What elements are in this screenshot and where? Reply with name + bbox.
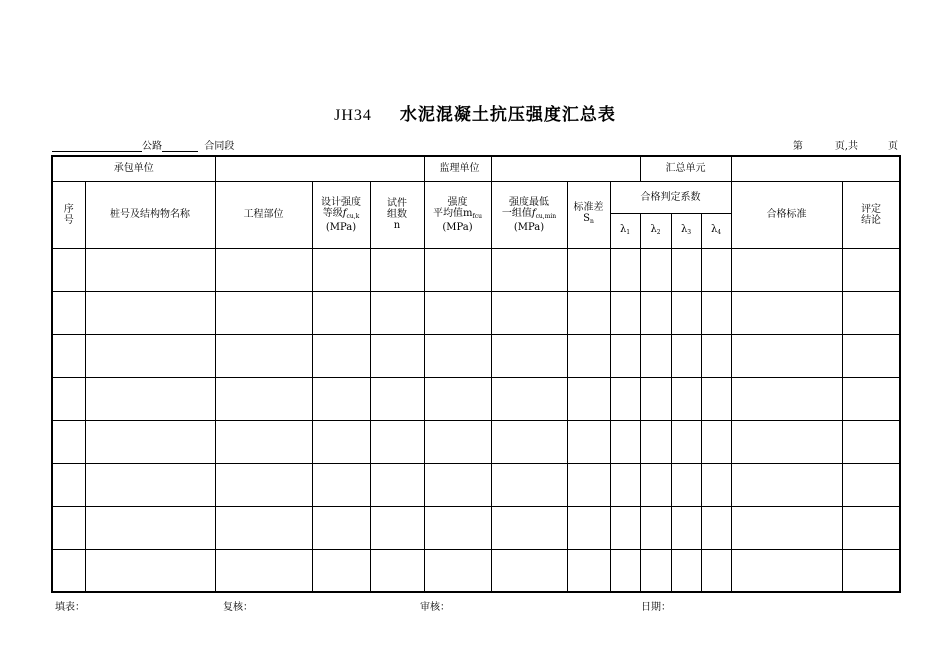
table-cell[interactable] [370,463,424,506]
table-cell[interactable] [610,420,640,463]
table-cell[interactable] [842,420,900,463]
page-mid: 页,共 [834,141,858,152]
table-cell[interactable] [842,549,900,592]
table-cell[interactable] [370,549,424,592]
table-row [52,291,900,334]
supervisor-label: 监理单位 [424,156,491,181]
header-mean: 强度 平均值$m_{fcu}$ (MPa) [424,181,491,248]
table-cell[interactable] [312,420,370,463]
table-cell[interactable] [640,248,671,291]
table-cell[interactable] [610,377,640,420]
page-suffix: 页 [888,141,898,152]
contract-label: 合同段 [204,141,235,152]
table-cell[interactable] [842,463,900,506]
table-cell[interactable] [731,506,842,549]
supervisor-value[interactable] [491,156,640,181]
contractor-value[interactable] [215,156,424,181]
table-cell[interactable] [640,549,671,592]
table-cell[interactable] [640,334,671,377]
road-blank[interactable] [52,141,142,152]
contractor-label: 承包单位 [52,156,215,181]
table-cell[interactable] [215,549,312,592]
table-cell[interactable] [842,377,900,420]
table-cell[interactable] [215,506,312,549]
table-cell[interactable] [842,248,900,291]
auditor-label: 审核： [420,602,450,613]
table-cell[interactable] [731,463,842,506]
table-cell[interactable] [424,334,491,377]
table-cell[interactable] [731,291,842,334]
table-cell[interactable] [424,291,491,334]
data-rows [52,248,900,592]
table-cell[interactable] [640,291,671,334]
table-cell[interactable] [701,377,731,420]
header-lambda-3: $\lambda_3$ [671,213,701,248]
table-cell[interactable] [215,463,312,506]
table-cell[interactable] [731,377,842,420]
table-cell[interactable] [701,291,731,334]
form-subheader [52,137,898,151]
table-cell[interactable] [491,420,567,463]
contract-blank[interactable] [162,141,198,152]
table-cell[interactable] [312,334,370,377]
table-cell[interactable] [491,334,567,377]
table-cell[interactable] [215,248,312,291]
table-cell[interactable] [610,506,640,549]
table-row [52,420,900,463]
filler-label: 填表： [55,602,85,613]
table-cell[interactable] [491,506,567,549]
header-lambda-4: $\lambda_4$ [701,213,731,248]
table-cell[interactable] [731,549,842,592]
table-cell[interactable] [424,420,491,463]
table-cell[interactable] [671,248,701,291]
table-cell[interactable] [85,377,215,420]
table-cell[interactable] [842,506,900,549]
table-cell[interactable] [610,463,640,506]
table-cell[interactable] [491,377,567,420]
table-cell[interactable] [370,506,424,549]
table-cell[interactable] [731,334,842,377]
table-cell[interactable] [85,334,215,377]
table-cell[interactable] [424,377,491,420]
table-cell[interactable] [701,420,731,463]
table-cell[interactable] [671,334,701,377]
table-cell[interactable] [671,506,701,549]
table-cell[interactable] [491,248,567,291]
table-cell[interactable] [567,549,610,592]
table-row [52,463,900,506]
table-cell[interactable] [312,506,370,549]
table-cell[interactable] [701,463,731,506]
reviewer-label: 复核： [223,602,253,613]
table-cell[interactable] [312,248,370,291]
table-cell[interactable] [701,334,731,377]
table-cell[interactable] [370,334,424,377]
table-cell[interactable] [370,377,424,420]
table-cell[interactable] [640,377,671,420]
table-cell[interactable] [671,549,701,592]
header-min: 强度最低 一组值$f_{cu,min}$ (MPa) [491,181,567,248]
table-cell[interactable] [567,463,610,506]
table-cell[interactable] [85,420,215,463]
header-groups: 试件 组数 n [370,181,424,248]
summary-unit-value[interactable] [731,156,900,181]
road-contract-line [52,137,234,152]
form-name: 水泥混凝土抗压强度汇总表 [399,105,616,125]
table-cell[interactable] [842,291,900,334]
table-cell[interactable] [640,506,671,549]
table-cell[interactable] [671,377,701,420]
table-cell[interactable] [567,506,610,549]
table-cell[interactable] [52,248,85,291]
header-seq: 序 号 [52,181,85,248]
road-label: 公路 [142,141,162,152]
summary-table [51,155,901,593]
table-cell[interactable] [370,291,424,334]
table-cell[interactable] [567,248,610,291]
date-label: 日期： [641,602,671,613]
table-cell[interactable] [424,248,491,291]
header-design-grade: 设计强度 等级$f_{cu,k}$ (MPa) [312,181,370,248]
header-lambda-1: $\lambda_1$ [610,213,640,248]
table-cell[interactable] [640,420,671,463]
page-prefix: 第 [792,141,803,152]
table-cell[interactable] [85,549,215,592]
summary-unit-label: 汇总单元 [640,156,731,181]
table-row [52,377,900,420]
table-cell[interactable] [671,291,701,334]
table-cell[interactable] [640,463,671,506]
table-cell[interactable] [370,248,424,291]
table-cell[interactable] [52,334,85,377]
table-cell[interactable] [312,291,370,334]
table-row [52,248,900,291]
table-cell[interactable] [567,334,610,377]
table-cell[interactable] [701,549,731,592]
table-cell[interactable] [370,420,424,463]
table-cell[interactable] [215,377,312,420]
table-cell[interactable] [671,463,701,506]
header-pile: 桩号及结构物名称 [85,181,215,248]
table-cell[interactable] [52,463,85,506]
table-cell[interactable] [424,463,491,506]
table-cell[interactable] [312,377,370,420]
table-cell[interactable] [215,334,312,377]
table-cell[interactable] [491,463,567,506]
form-code: JH34 [334,107,372,124]
table-cell[interactable] [52,377,85,420]
table-cell[interactable] [215,291,312,334]
info-row [52,156,900,181]
table-cell[interactable] [731,248,842,291]
table-cell[interactable] [85,463,215,506]
table-cell[interactable] [491,291,567,334]
header-row-1 [52,181,900,213]
table-cell[interactable] [85,248,215,291]
table-cell[interactable] [731,420,842,463]
table-cell[interactable] [424,506,491,549]
header-coef: 合格判定系数 [610,181,731,213]
table-cell[interactable] [52,506,85,549]
table-row [52,506,900,549]
table-row [52,334,900,377]
form-title [0,100,950,125]
table-cell[interactable] [85,506,215,549]
table-cell[interactable] [215,420,312,463]
header-lambda-2: $\lambda_2$ [640,213,671,248]
header-std: 标准差 $S_n$ [567,181,610,248]
page-number-line [793,137,898,152]
header-standard: 合格标准 [731,181,842,248]
table-cell[interactable] [842,334,900,377]
table-cell[interactable] [610,248,640,291]
table-cell[interactable] [424,549,491,592]
table-row [52,549,900,592]
table-cell[interactable] [85,291,215,334]
table-cell[interactable] [610,291,640,334]
table-cell[interactable] [701,248,731,291]
table-cell[interactable] [567,420,610,463]
table-cell[interactable] [671,420,701,463]
header-conclusion: 评定 结论 [842,181,900,248]
table-cell[interactable] [491,549,567,592]
table-cell[interactable] [312,463,370,506]
table-cell[interactable] [701,506,731,549]
table-cell[interactable] [610,549,640,592]
table-cell[interactable] [312,549,370,592]
signature-footer [55,598,895,612]
header-part: 工程部位 [215,181,312,248]
table-cell[interactable] [567,291,610,334]
table-cell[interactable] [52,549,85,592]
table-cell[interactable] [52,420,85,463]
table-cell[interactable] [52,291,85,334]
table-cell[interactable] [567,377,610,420]
table-cell[interactable] [610,334,640,377]
